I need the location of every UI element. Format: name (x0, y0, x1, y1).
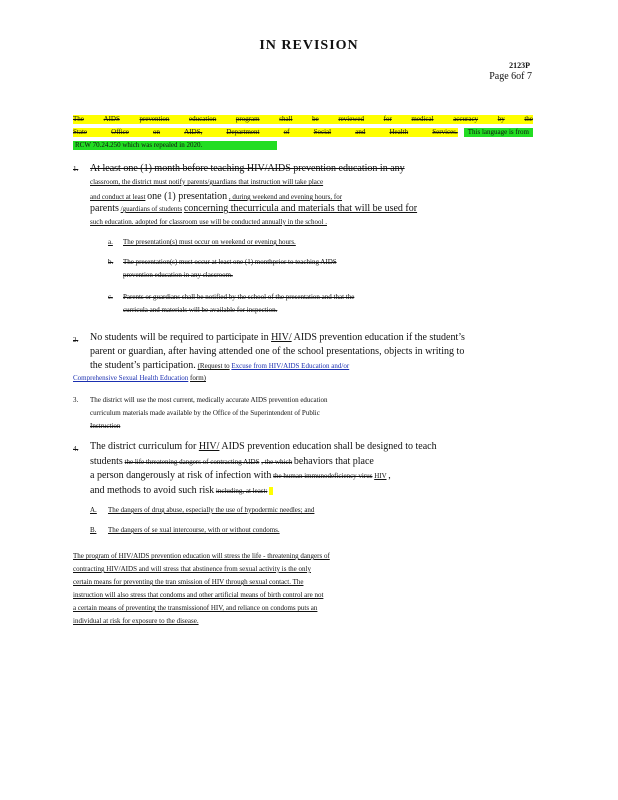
intro-line-3 (73, 141, 277, 150)
item-4-line-4 (90, 485, 273, 497)
item-4-line-3d: , (388, 470, 391, 481)
item-2-line-1a: No students will be required to participate in (90, 332, 269, 343)
highlight-mark (269, 487, 273, 495)
item-1b-line-1: The presentation(s) must occur at least one (1) monthprior to teaching AIDS (123, 258, 337, 266)
item-1-line-2: classroom, the district must notify parents/guardians that instruction will take place (90, 178, 324, 186)
item-1b-label: b. (108, 258, 114, 266)
item-1a-label: a. (108, 238, 113, 246)
item-2-line-3 (90, 360, 349, 372)
item-1-line-5: such education. adopted for classroom use will be conducted annually in the school . (90, 218, 327, 226)
item-4A-text: The dangers of drug abuse, especially the use of hypodermic needles; and (108, 506, 315, 514)
closing-line-5: a certain means of preventing the transmissionof HIV, and reliance on condoms puts an (73, 604, 318, 612)
item-3-line-2: curriculum materials made available by the Office of the Superintendent of Public (90, 409, 320, 417)
closing-line-3: certain means for preventing the tran smission of HIV through sexual contact. The (73, 578, 304, 586)
closing-line-6: individual at risk for exposure to the disease. (73, 617, 199, 625)
item-2-line-3a: the student’s participation. (90, 360, 196, 371)
item-2-line-3b: (Request to (197, 362, 230, 370)
item-4-line-2 (90, 456, 374, 468)
item-2-line-2: parent or guardian, after having attended one of the school presentations, objects in writing to (90, 346, 465, 357)
item-4-line-4b: including, at least: (215, 487, 268, 495)
closing-line-2: contracting HIV/AIDS and will stress that abstinence from sexual activity is the only (73, 565, 311, 573)
intro-note-green-2: RCW 70.24.250 which was repealed in 2020. (73, 141, 277, 150)
item-3-line-3: Instruction (90, 422, 121, 430)
item-1-line-3b: one (1) presentation (147, 191, 228, 202)
item-1-number: 1. (73, 165, 79, 173)
item-1c-line-1: Parents or guardians shall be notified by the school of the presentation and that the (123, 293, 355, 301)
item-1-line-3 (90, 191, 342, 203)
item-1-line-4c: concerning thecurricula and materials that will be used for (183, 203, 418, 214)
item-2-line-1b: HIV/ (271, 332, 292, 343)
item-1-line-3c: , during weekend and evening hours, for (228, 193, 343, 201)
item-3-line-1: The district will use the most current, medically accurate AIDS prevention education (90, 396, 328, 404)
item-2-number: 2. (73, 336, 79, 344)
item-2-line-4 (73, 374, 206, 383)
item-4-line-1a: The district curriculum for (90, 441, 197, 452)
document-number: 2123P (509, 61, 530, 70)
intro-line-2 (73, 128, 533, 137)
item-1-line-4a: parents (90, 203, 119, 214)
item-4-line-3b: the human immunodeficiency virus (273, 472, 373, 480)
item-1-line-1-text: At least one (1) month before teaching HIV/AIDS prevention education in any (90, 163, 405, 174)
item-4-line-4a: and methods to avoid such risk (90, 485, 215, 496)
item-2-line-1c: AIDS prevention education if the student’s (293, 332, 465, 343)
item-1-line-4 (90, 203, 417, 215)
item-4-line-1 (90, 441, 437, 453)
item-2-line-1 (90, 332, 465, 344)
item-4-line-2a: students (90, 456, 123, 467)
item-4-line-1b: HIV/ (198, 441, 220, 452)
item-4-line-3c: HIV (374, 472, 387, 480)
item-3-number: 3. (73, 396, 79, 404)
item-1c-label: c. (108, 293, 113, 301)
page-title: IN REVISION (259, 38, 359, 53)
item-4-line-2c: , the which (261, 458, 293, 466)
intro-note-green: This language is from (464, 128, 533, 137)
item-1c-line-2: curricula and materials will be available for inspection. (123, 306, 278, 314)
item-1-line-1 (90, 163, 490, 175)
item-4-line-3 (90, 470, 391, 482)
item-4B-label: B. (90, 526, 97, 534)
closing-line-4: instruction will also stress that condoms and other artificial means of birth control are not (73, 591, 324, 599)
item-4-number: 4. (73, 445, 79, 453)
item-4-line-2d: behaviors that place (293, 456, 374, 467)
item-4B-text: The dangers of se xual intercourse, with or without condoms. (108, 526, 280, 534)
item-1a-text: The presentation(s) must occur on weekend or evening hours. (123, 238, 296, 246)
item-4A-label: A. (90, 506, 97, 514)
item-2-line-4b: form) (190, 374, 206, 382)
item-4-line-3a: a person dangerously at risk of infection with (90, 470, 272, 481)
intro-line-1: The AIDS prevention education program shall be reviewed for medical accuracy by the (73, 115, 533, 123)
intro-line-2-struck: State Office on AIDS, Department of Social and Health Services. (73, 128, 458, 136)
page-number: Page 6of 7 (489, 71, 532, 82)
item-1-line-4b: /guardians of students (120, 205, 183, 213)
item-4-line-2b: the life threatening dangers of contracting AIDS (124, 458, 260, 466)
sexual-health-education-link[interactable]: Comprehensive Sexual Health Education (73, 374, 189, 382)
item-4-line-1c: AIDS prevention education shall be designed to teach (221, 441, 437, 452)
closing-line-1: The program of HIV/AIDS prevention education will stress the life - threatening dangers of (73, 552, 330, 560)
item-1-line-3a: and conduct at least (90, 193, 146, 201)
item-1b-line-2: prevention education in any classroom. (123, 271, 233, 279)
excuse-form-link[interactable]: Excuse from HIV/AIDS Education and/or (231, 362, 350, 370)
